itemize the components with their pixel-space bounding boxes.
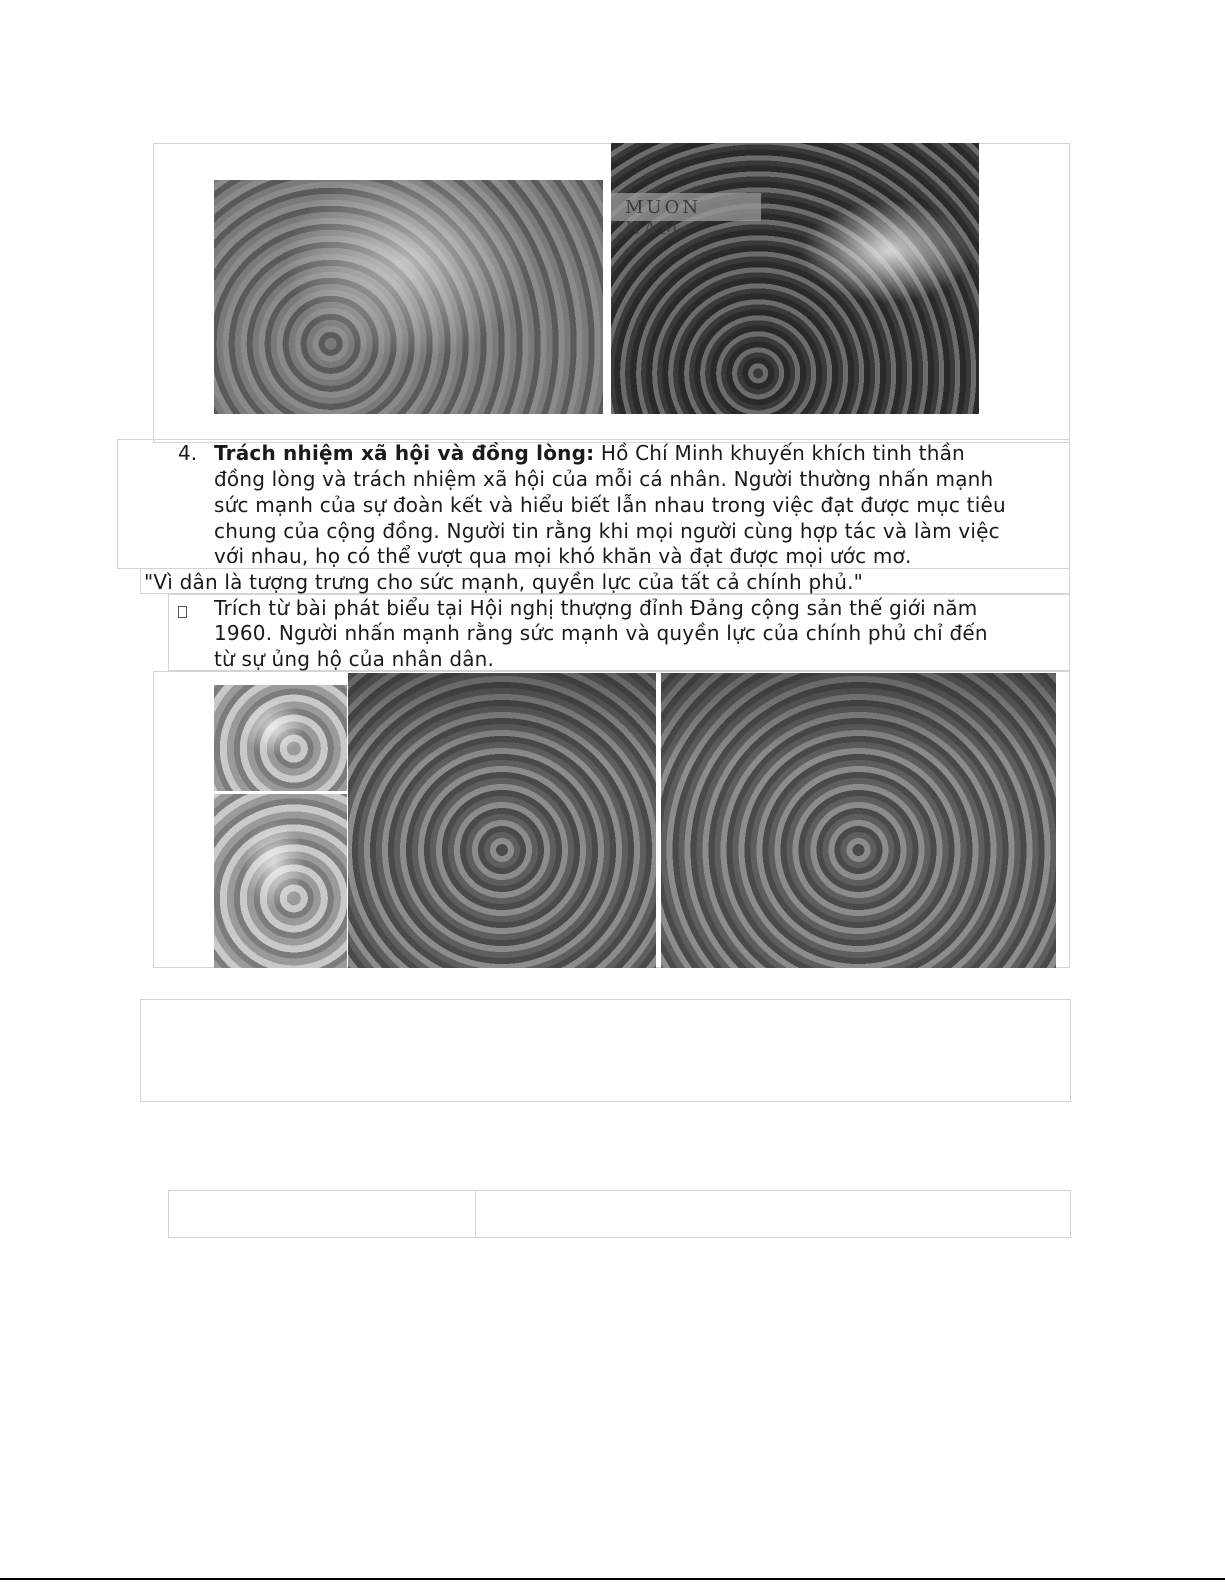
missing-glyph-icon bbox=[178, 606, 187, 618]
section-first-line bbox=[214, 441, 965, 466]
photo-leader-with-girl bbox=[214, 794, 347, 968]
photo-banner-text: MUON NAM bbox=[625, 197, 702, 239]
photo-group-gathering bbox=[661, 673, 1056, 968]
empty-text-frame bbox=[140, 999, 1071, 1102]
explanation-line: từ sự ủng hộ của nhân dân. bbox=[214, 647, 495, 671]
section-body-line: với nhau, họ có thể vượt qua mọi khó khăn và đạt được mọi ước mơ. bbox=[214, 544, 912, 568]
section-body-line: sức mạnh của sự đoàn kết và hiểu biết lẫn nhau trong việc đạt được mục tiêu bbox=[214, 493, 1006, 517]
photo-leader-with-children bbox=[214, 180, 603, 414]
section-body-first: Hồ Chí Minh khuyến khích tinh thần bbox=[594, 441, 965, 465]
quote-text: "Vì dân là tượng trưng cho sức mạnh, quyền lực của tất cả chính phủ." bbox=[144, 570, 864, 594]
page-bottom-rule bbox=[0, 1578, 1225, 1580]
section-heading: Trách nhiệm xã hội và đồng lòng: bbox=[214, 441, 595, 465]
empty-table-divider bbox=[475, 1191, 476, 1237]
explanation-line: Trích từ bài phát biểu tại Hội nghị thượng đỉnh Đảng cộng sản thế giới năm bbox=[214, 596, 978, 620]
explanation-line: 1960. Người nhấn mạnh rằng sức mạnh và quyền lực của chính phủ chỉ đến bbox=[214, 621, 988, 645]
photo-leader-waving-crowd bbox=[611, 143, 979, 414]
photo-villagers bbox=[214, 685, 347, 791]
section-body-line: chung của cộng đồng. Người tin rằng khi mọi người cùng hợp tác và làm việc bbox=[214, 519, 1000, 543]
photo-banner bbox=[611, 193, 761, 239]
empty-table bbox=[168, 1190, 1071, 1238]
section-body-line: đồng lòng và trách nhiệm xã hội của mỗi cá nhân. Người thường nhấn mạnh bbox=[214, 467, 994, 491]
section-number: 4. bbox=[178, 441, 198, 465]
photo-leader-giving-gifts bbox=[348, 673, 656, 968]
